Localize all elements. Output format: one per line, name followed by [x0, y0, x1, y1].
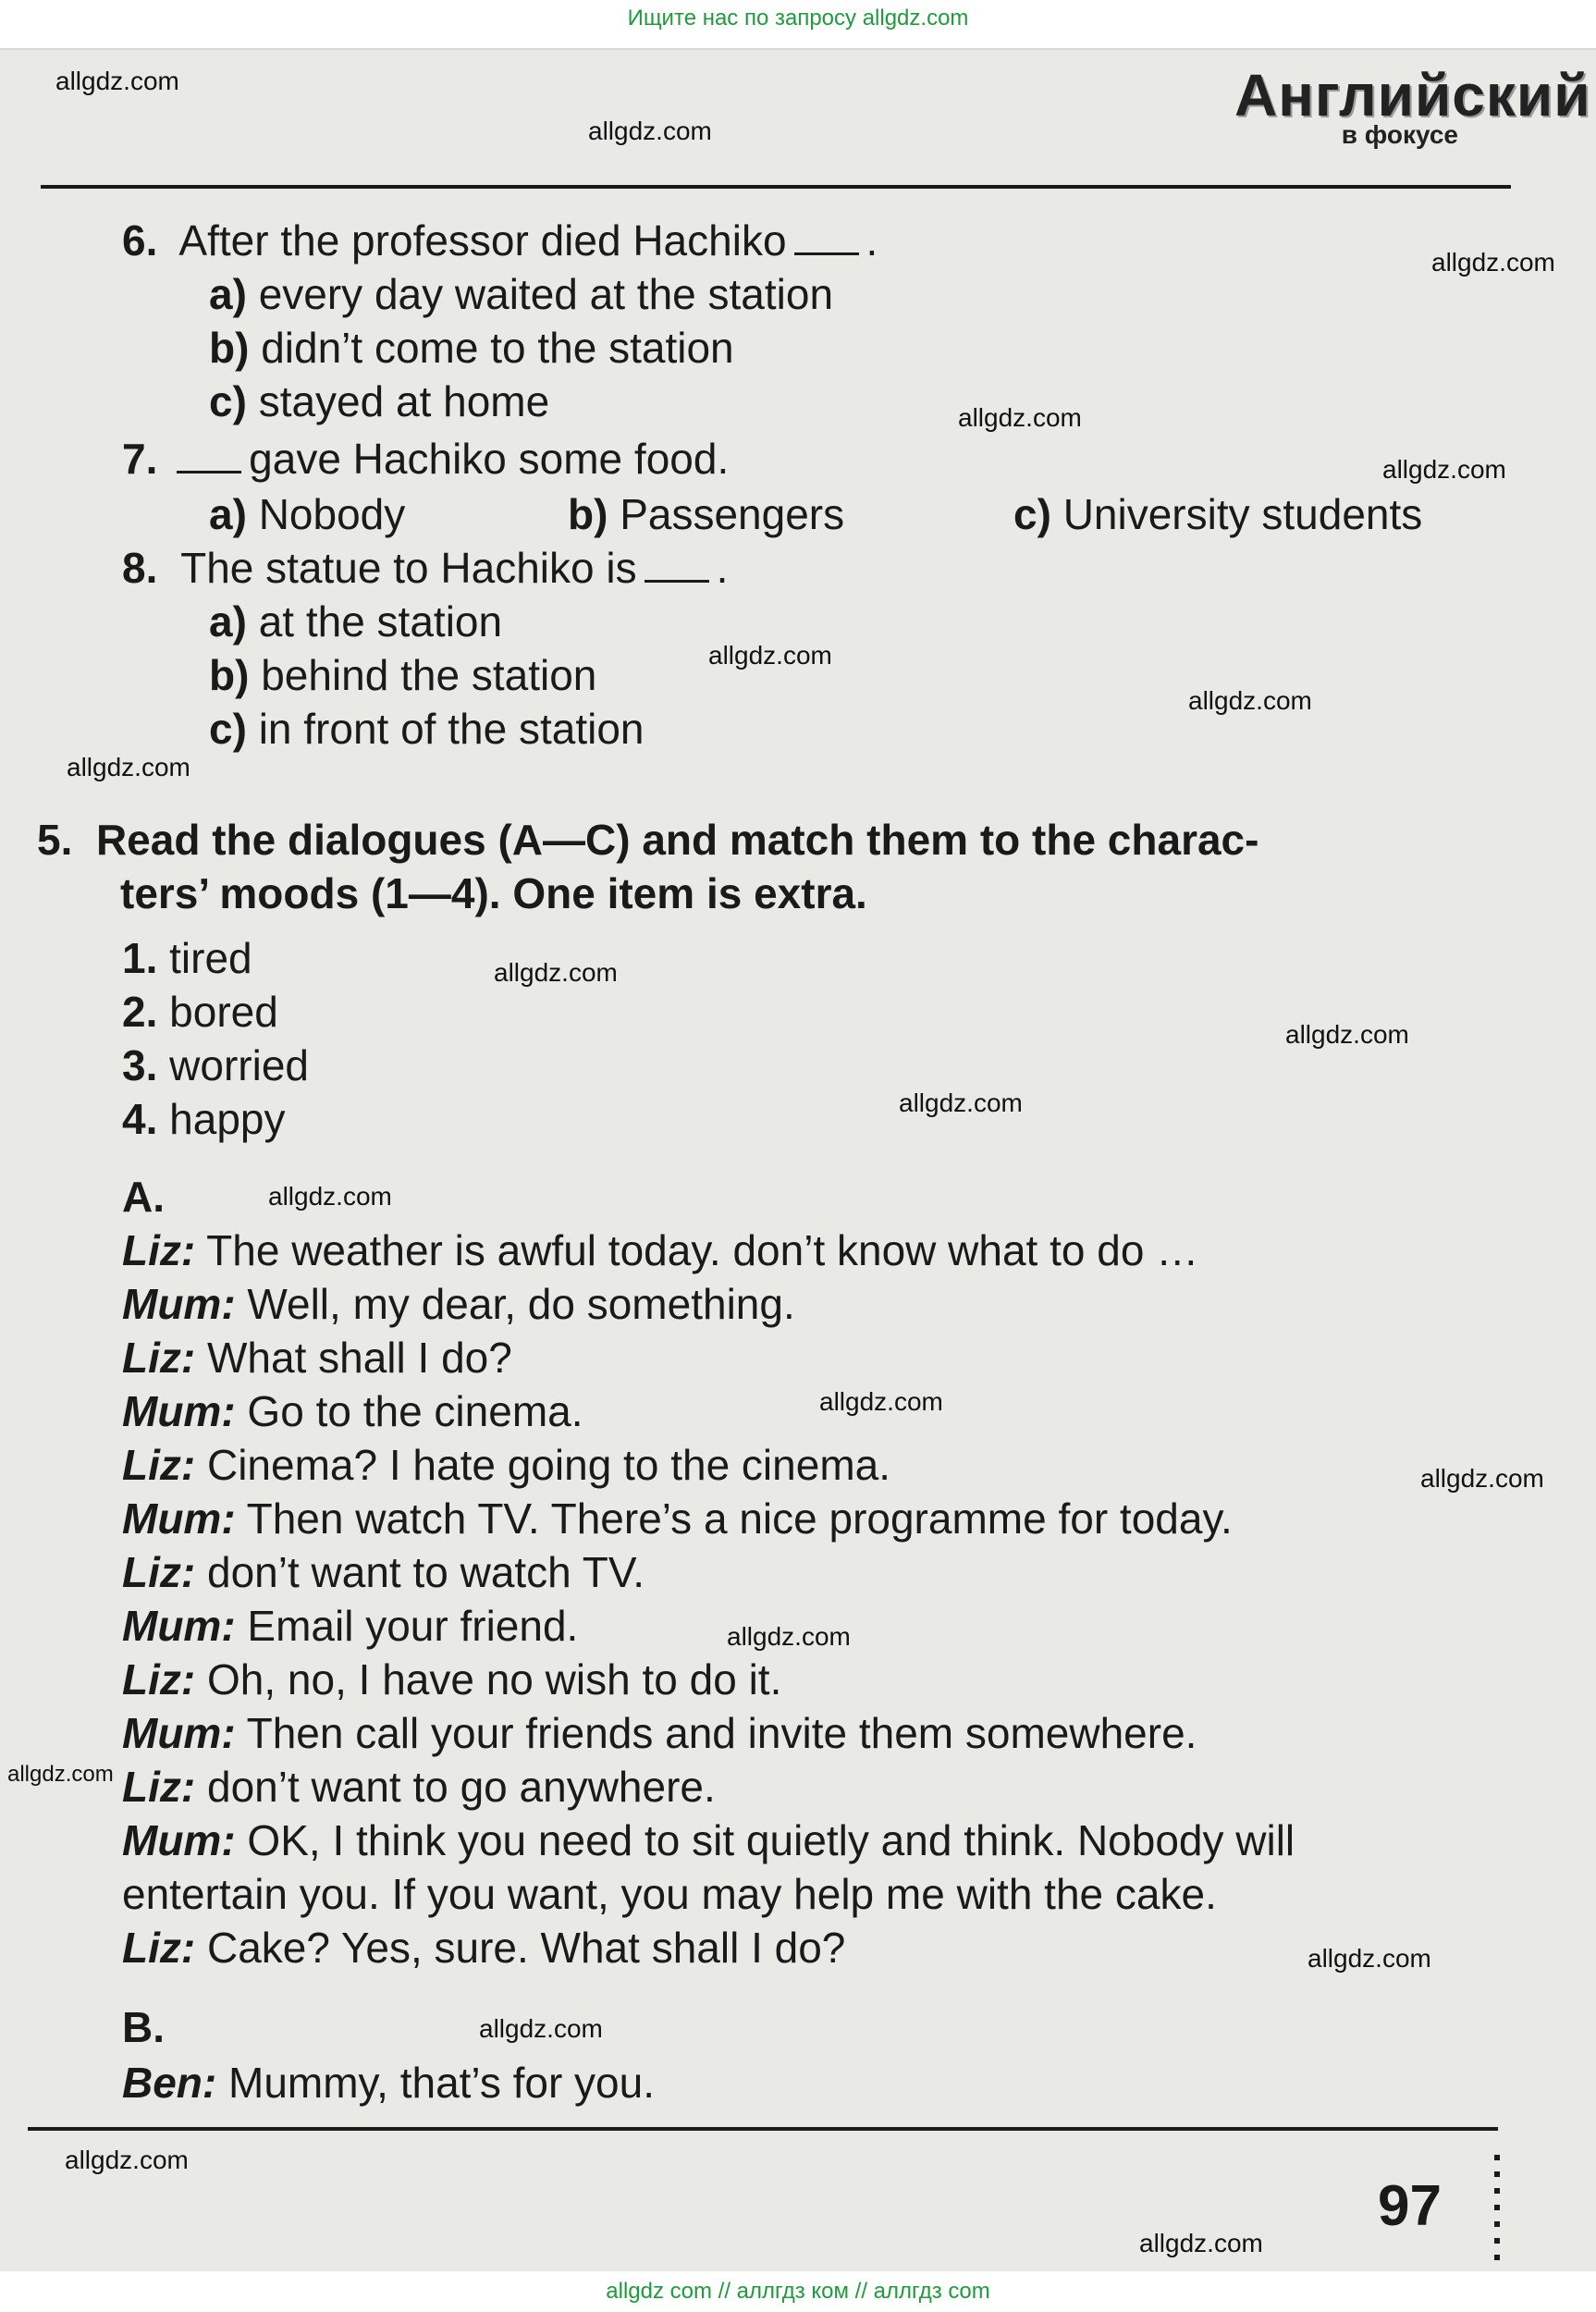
watermark: allgdz.com — [958, 403, 1082, 432]
speaker: Liz: — [122, 1226, 196, 1274]
page-edge-dots — [1494, 2155, 1500, 2284]
question-7 — [122, 435, 729, 483]
speaker: Ben: — [122, 2059, 217, 2107]
watermark: allgdz.com — [1139, 2229, 1263, 2257]
option — [209, 651, 596, 699]
dialogue-line — [122, 1280, 795, 1328]
option-letter: a) — [209, 270, 247, 318]
dialogue-line — [122, 1709, 1197, 1757]
question-text-end: . — [716, 544, 729, 592]
speaker: Liz: — [122, 1924, 196, 1972]
option-letter: c) — [1013, 490, 1051, 538]
logo-title: Английский — [1234, 62, 1591, 129]
utterance: entertain you. If you want, you may help me with the cake. — [122, 1870, 1217, 1918]
speaker: Mum: — [122, 1816, 236, 1864]
watermark: allgdz.com — [55, 67, 179, 95]
watermark: allgdz.com — [479, 2014, 603, 2043]
utterance: don’t want to go anywhere. — [206, 1763, 716, 1811]
question-6 — [122, 216, 878, 264]
mood-number: 2. — [122, 988, 158, 1036]
question-text: After the professor died Hachiko — [178, 216, 787, 264]
utterance: Mummy, that’s for you. — [228, 2059, 656, 2107]
answer-blank — [645, 548, 709, 583]
option — [209, 270, 833, 318]
dialogue-line — [122, 1494, 1233, 1543]
utterance: What shall I do? — [206, 1334, 512, 1382]
speaker: Mum: — [122, 1387, 236, 1435]
dialogue-line — [122, 1548, 645, 1596]
question-text: The statue to Hachiko is — [180, 544, 637, 592]
option-letter: a) — [209, 490, 247, 538]
utterance: The weather is awful today. don’t know what to do … — [206, 1226, 1199, 1274]
watermark: allgdz.com — [494, 958, 618, 987]
question-number: 6. — [122, 216, 158, 264]
task-line-1: Read the dialogues (A—C) and match them to the charac- — [95, 816, 1259, 864]
mood-item — [122, 988, 278, 1036]
speaker: Liz: — [122, 1441, 196, 1489]
option — [209, 490, 405, 538]
utterance: Then call your friends and invite them somewhere. — [246, 1709, 1197, 1757]
question-number: 8. — [122, 544, 158, 592]
option-letter: a) — [209, 597, 247, 646]
dialogue-line — [122, 1602, 578, 1650]
watermark: allgdz.com — [1431, 248, 1555, 277]
option-text: every day waited at the station — [258, 270, 834, 318]
option-text: University students — [1062, 490, 1423, 538]
option-letter: b) — [209, 651, 250, 699]
utterance: OK, I think you need to sit quietly and think. Nobody will — [247, 1816, 1295, 1864]
dialogue-line — [122, 1334, 512, 1382]
speaker: Mum: — [122, 1494, 236, 1543]
utterance: Well, my dear, do something. — [247, 1280, 795, 1328]
dialogue-line — [122, 1441, 890, 1489]
dialogue-label-b: B. — [122, 2003, 165, 2051]
watermark: allgdz.com — [1382, 455, 1506, 484]
watermark: allgdz.com — [727, 1622, 851, 1651]
watermark: allgdz.com — [588, 117, 712, 145]
mood-number: 3. — [122, 1041, 158, 1089]
mood-number: 1. — [122, 934, 158, 982]
book-logo — [1234, 62, 1591, 150]
option-text: behind the station — [261, 651, 597, 699]
mood-text: tired — [169, 934, 252, 982]
footer-rule — [28, 2127, 1498, 2131]
utterance: Cinema? I hate going to the cinema. — [206, 1441, 890, 1489]
option-letter: b) — [568, 490, 608, 538]
option-text: in front of the station — [258, 705, 645, 753]
logo-subtitle: в фокусе — [1341, 120, 1458, 149]
watermark: allgdz.com — [1188, 686, 1312, 715]
task-number: 5. — [37, 816, 73, 864]
dialogue-line — [122, 1870, 1217, 1918]
speaker: Liz: — [122, 1655, 196, 1703]
speaker: Liz: — [122, 1334, 196, 1382]
dialogue-line — [122, 1816, 1295, 1864]
utterance: don’t want to watch TV. — [206, 1548, 645, 1596]
option-letter: b) — [209, 324, 250, 372]
watermark: allgdz.com — [708, 641, 832, 670]
speaker: Liz: — [122, 1763, 196, 1811]
mood-text: happy — [169, 1095, 286, 1143]
option — [209, 377, 549, 425]
dialogue-label-a: A. — [122, 1173, 165, 1221]
utterance: Go to the cinema. — [247, 1387, 583, 1435]
option-letter: c) — [209, 705, 247, 753]
answer-blank — [794, 221, 859, 255]
utterance: Email your friend. — [247, 1602, 579, 1650]
option — [1013, 490, 1422, 538]
dialogue-line — [122, 1763, 716, 1811]
mood-item — [122, 934, 252, 982]
option-letter: c) — [209, 377, 247, 425]
option-text: at the station — [258, 597, 503, 646]
utterance: Cake? Yes, sure. What shall I do? — [206, 1924, 846, 1972]
watermark: allgdz.com — [67, 753, 190, 781]
bottom-banner[interactable]: allgdz com // аллгдз ком // аллгдз com — [0, 2271, 1596, 2312]
dialogue-line — [122, 1226, 1198, 1274]
header-rule — [41, 185, 1511, 189]
option-text: Passengers — [620, 490, 845, 538]
dialogue-line — [122, 1655, 781, 1703]
option — [568, 490, 844, 538]
mood-item — [122, 1041, 309, 1089]
dialogue-line — [122, 1924, 845, 1972]
top-banner[interactable]: Ищите нас по запросу allgdz.com — [0, 0, 1596, 50]
question-text: gave Hachiko some food. — [249, 435, 730, 483]
answer-blank — [177, 439, 241, 473]
page-number: 97 — [1378, 2174, 1442, 2238]
mood-text: bored — [169, 988, 278, 1036]
option-text: didn’t come to the station — [261, 324, 734, 372]
option-text: stayed at home — [258, 377, 550, 425]
speaker: Mum: — [122, 1602, 236, 1650]
option-text: Nobody — [258, 490, 406, 538]
question-8 — [122, 544, 728, 592]
utterance: Then watch TV. There’s a nice programme for today. — [246, 1494, 1233, 1543]
question-number: 7. — [122, 435, 158, 483]
option — [209, 324, 734, 372]
watermark: allgdz.com — [1420, 1464, 1544, 1493]
speaker: Mum: — [122, 1280, 236, 1328]
mood-item — [122, 1095, 286, 1143]
dialogue-line — [122, 1387, 583, 1435]
question-text-end: . — [866, 216, 878, 264]
watermark: allgdz.com — [65, 2146, 189, 2174]
mood-text: worried — [169, 1041, 309, 1089]
task-5-instruction — [37, 816, 1258, 864]
option — [209, 705, 645, 753]
watermark: allgdz.com — [7, 1762, 114, 1787]
speaker: Liz: — [122, 1548, 196, 1596]
option — [209, 597, 502, 646]
utterance: Oh, no, I have no wish to do it. — [206, 1655, 782, 1703]
watermark: allgdz.com — [819, 1387, 943, 1416]
mood-number: 4. — [122, 1095, 158, 1143]
speaker: Mum: — [122, 1709, 236, 1757]
watermark: allgdz.com — [899, 1088, 1023, 1117]
task-line-2: ters’ moods (1—4). One item is extra. — [120, 869, 867, 917]
watermark: allgdz.com — [1285, 1020, 1409, 1049]
watermark: allgdz.com — [268, 1182, 392, 1211]
watermark: allgdz.com — [1307, 1944, 1431, 1973]
dialogue-line — [122, 2059, 655, 2107]
